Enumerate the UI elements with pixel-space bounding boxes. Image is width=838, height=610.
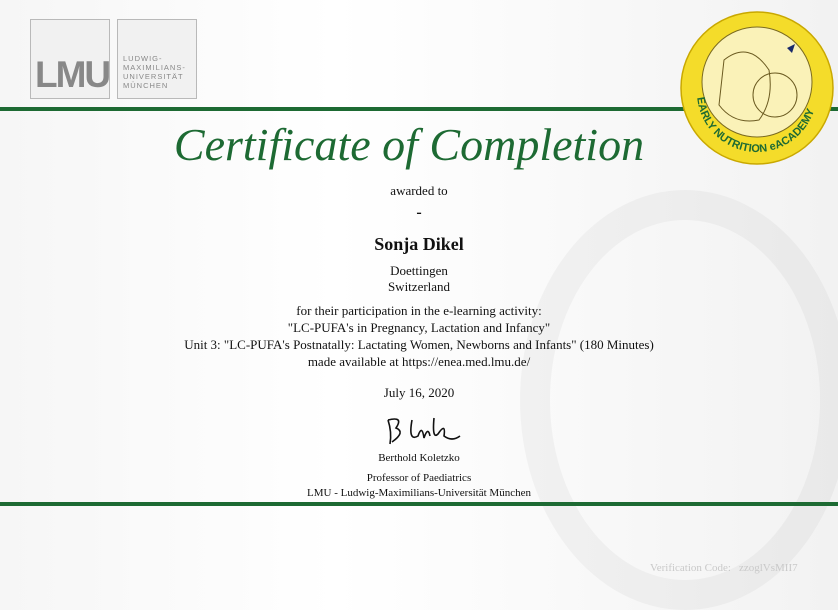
activity-intro: for their participation in the e-learning activity: [296, 303, 542, 318]
awarded-to-label: awarded to [390, 183, 448, 198]
lmu-mark-text: LMU [35, 54, 110, 95]
activity-unit: Unit 3: "LC-PUFA's Postnatally: Lactating Women, Newborns and Infants" (180 Minutes) [184, 337, 654, 352]
dash: - [416, 204, 422, 221]
bottom-divider [0, 502, 838, 506]
activity-course: "LC-PUFA's in Pregnancy, Lactation and Infancy" [287, 320, 551, 335]
recipient-name: Sonja Dikel [374, 234, 464, 254]
lmu-logo-text [117, 19, 197, 99]
verification [650, 562, 798, 574]
recipient-country: Switzerland [387, 279, 451, 294]
recipient-city: Doettingen [390, 263, 448, 278]
verification-label: Verification Code: [650, 562, 731, 574]
lmu-name-text: LUDWIG- MAXIMILIANS- UNIVERSITÄT MÜNCHEN [123, 54, 186, 90]
activity-url: made available at https://enea.med.lmu.de/ [307, 354, 531, 369]
certificate-title: Certificate of Completion [173, 119, 645, 170]
verification-code: zzoglVsMII7 [738, 562, 798, 574]
signature [382, 412, 462, 448]
svg-text:EARLY NUTRITION eACADEMY: EARLY NUTRITION eACADEMY [694, 96, 818, 156]
signatory-title: Professor of Paediatrics [366, 472, 472, 484]
signatory-institution: LMU - Ludwig-Maximilians-Universität München [307, 487, 531, 499]
lmu-logo-mark [30, 19, 110, 99]
completion-date: July 16, 2020 [383, 385, 455, 400]
signatory-name: Berthold Koletzko [378, 452, 460, 464]
